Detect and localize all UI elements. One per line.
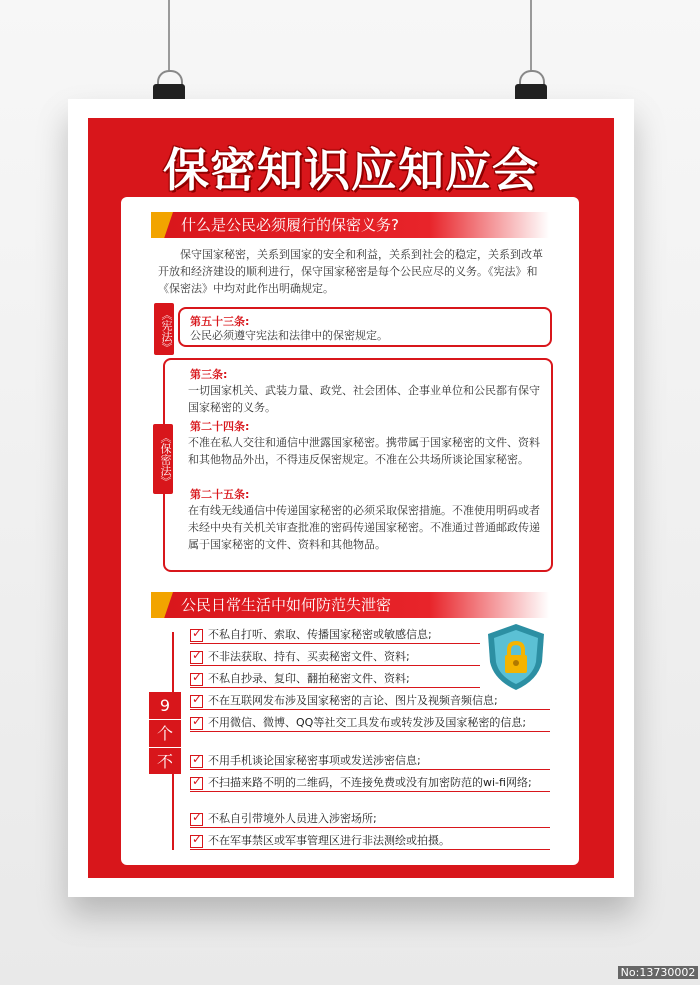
checkbox-checked-icon — [190, 835, 203, 848]
checkbox-checked-icon — [190, 777, 203, 790]
list-item: ✓ 不私自引带境外人员进入涉密场所; — [190, 810, 550, 828]
section-heading-prevention-text: 公民日常生活中如何防范失泄密 — [181, 596, 392, 614]
constitution-article-title: 第五十三条: — [190, 315, 250, 328]
list-item: ✓ 不非法获取、持有、买卖秘密文件、资料; — [190, 648, 480, 666]
checkbox-checked-icon — [190, 813, 203, 826]
image-id-watermark: No:13730002 — [618, 966, 698, 979]
badge-number: 9 — [149, 692, 181, 720]
poster-title: 保密知识应知应会 — [163, 143, 539, 197]
section-heading-prevention — [151, 592, 549, 618]
constitution-tag: 《宪法》 — [154, 303, 174, 355]
shield-lock-icon — [484, 622, 548, 692]
article-3-text: 一切国家机关、武装力量、政党、社会团体、企事业单位和公民都有保守国家秘密的义务。 — [188, 384, 540, 414]
intro-paragraph: 保守国家秘密，关系到国家的安全和利益，关系到社会的稳定，关系到改革开放和经济建设的顺利进行，保守国家秘密是每个公民应尽的义务。《宪法》和《保密法》中均对此作出明确规定。 — [158, 248, 543, 295]
checkbox-checked-icon — [190, 695, 203, 708]
checkbox-checked-icon — [190, 673, 203, 686]
heading-flag-icon — [151, 592, 173, 618]
checkbox-checked-icon — [190, 629, 203, 642]
list-item: ✓ 不用微信、微博、QQ等社交工具发布或转发涉及国家秘密的信息; — [190, 714, 550, 732]
checkbox-checked-icon — [190, 755, 203, 768]
section-heading-duty-text: 什么是公民必须履行的保密义务? — [181, 216, 399, 234]
article-25-text: 在有线无线通信中传递国家秘密的必须采取保密措施。不准使用明码或者未经中央有关机关审查批准的密码传递国家秘密。不准通过普通邮政传递属于国家秘密的文件、资料和其他物品。 — [188, 504, 540, 551]
badge-char-ge: 个 — [149, 720, 181, 748]
section-heading-duty — [151, 212, 549, 238]
list-item: ✓ 不扫描来路不明的二维码，不连接免费或没有加密防范的wi-fi网络; — [190, 774, 550, 792]
list-item: ✓ 不在互联网发布涉及国家秘密的言论、图片及视频音频信息; — [190, 692, 550, 710]
article-24-text: 不准在私人交往和通信中泄露国家秘密。携带属于国家秘密的文件、资料和其他物品外出，不得违反保密规定。不准在公共场所谈论国家秘密。 — [188, 436, 540, 466]
list-item: ✓ 不私自抄录、复印、翻拍秘密文件、资料; — [190, 670, 480, 688]
list-item: ✓ 不在军事禁区或军事管理区进行非法测绘或拍摄。 — [190, 832, 550, 850]
article-24-title: 第二十四条: — [190, 420, 250, 433]
list-item: ✓ 不用手机谈论国家秘密事项或发送涉密信息; — [190, 752, 550, 770]
article-25-title: 第二十五条: — [190, 488, 250, 501]
article-3-title: 第三条: — [190, 368, 228, 381]
checkbox-checked-icon — [190, 651, 203, 664]
hanging-wire-right — [530, 0, 532, 72]
hanging-wire-left — [168, 0, 170, 72]
constitution-article-text: 公民必须遵守宪法和法律中的保密规定。 — [190, 329, 388, 342]
nine-dont-badge — [149, 692, 181, 774]
checkbox-checked-icon — [190, 717, 203, 730]
secrecy-law-tag: 《保密法》 — [153, 424, 173, 494]
badge-char-bu: 不 — [156, 752, 173, 771]
heading-flag-icon — [151, 212, 173, 238]
list-item: ✓ 不私自打听、索取、传播国家秘密或敏感信息; — [190, 626, 480, 644]
